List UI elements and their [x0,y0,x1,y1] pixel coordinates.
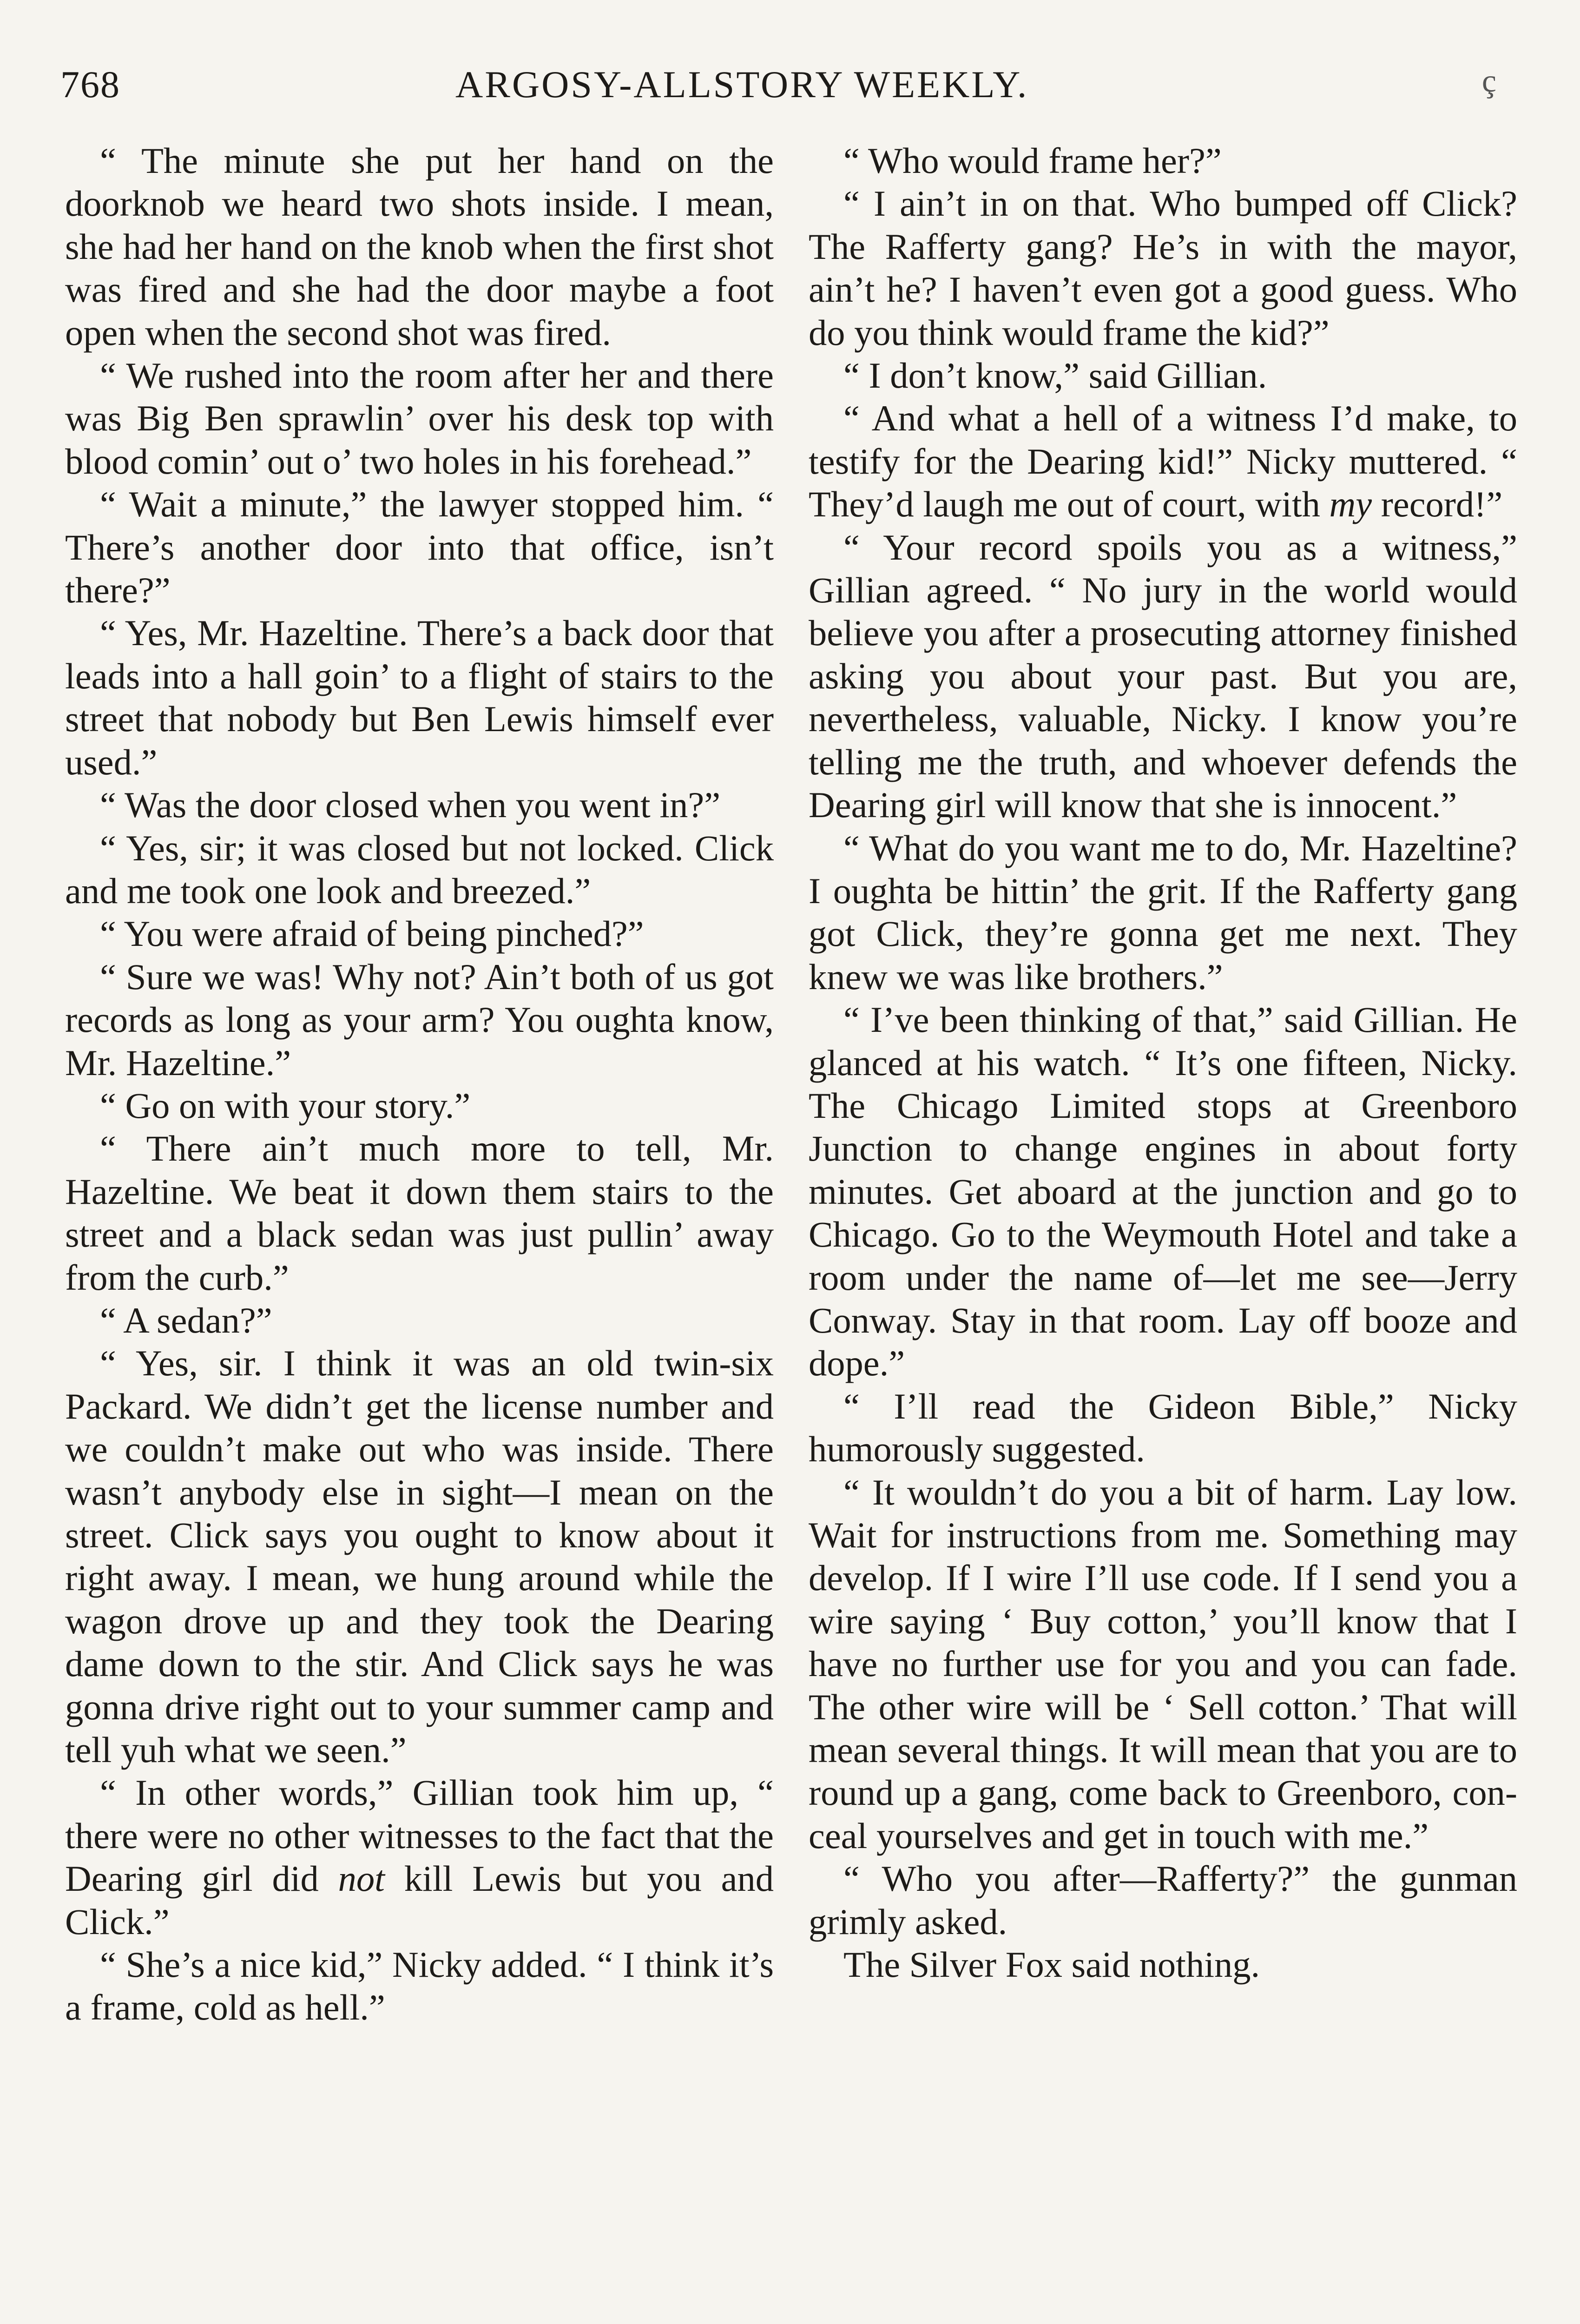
paragraph: “ Go on with your story.” [100,1085,471,1126]
paragraph: “ It wouldn’t do you a bit of harm. Lay low. Wait for instructions from me. Something may develop. If I wire I’ll use code. If I send you a wire saying ‘ Buy cotton,’ you’ll know that I have no further use for you and you can fade. The other wire will be ‘ Sell cotton.’ That will mean several things. It will mean that you are to round up a gang, come back to Greenboro, conceal yourselves and get in touch with me.” [809,1472,1517,1856]
paragraph: “ We rushed into the room after her and there was Big Ben sprawlin’ over his desk top with blood comin’ out o’ two holes in his forehead.” [65,355,774,482]
paragraph: “ Who would frame her?” [843,140,1222,181]
paragraph: “ In other words,” Gillian took him up, “ there were no other witnesses to the fact that the Dearing girl did not kill Lewis but you and Click.” [65,1772,774,1942]
paragraph: “ And what a hell of a witness I’d make, to testify for the Dearing kid!” Nicky muttered. “ They’d laugh me out of court, with my record!” [809,398,1517,525]
paragraph: “ There ain’t much more to tell, Mr. Hazeltine. We beat it down them stairs to the street and a black sedan was just pullin’ away from the curb.” [65,1128,774,1298]
paragraph: “ Wait a minute,” the lawyer stopped him. “ There’s another door into that office, isn’t there?” [65,484,774,611]
paragraph: “ A sedan?” [100,1300,272,1340]
emphasis: not [338,1858,385,1899]
paragraph: “ The minute she put her hand on the doorknob we heard two shots inside. I mean, she had her hand on the knob when the first shot was fired and she had the door maybe a foot open when the second shot was fired. [65,140,774,353]
paragraph: “ I’ve been thinking of that,” said Gillian. He glanced at his watch. “ It’s one fifteen, Nicky. The Chicago Limited stops at Greenboro Junction to change engines in about forty minutes. Get aboard at the junction and go to Chicago. Go to the Weymouth Hotel and take a room under the name of—let me see—Jerry Conway. Stay in that room. Lay off booze and dope.” [809,999,1517,1384]
paragraph: “ Sure we was! Why not? Ain’t both of us got records as long as your arm? You oughta know, Mr. Hazeltine.” [65,956,774,1083]
emphasis: my [1329,484,1372,525]
paragraph: “ Who you after—Rafferty?” the gunman grimly asked. [809,1858,1517,1942]
page-header [60,44,1510,114]
paragraph: “ Yes, sir; it was closed but not locked. Click and me took one look and breezed.” [65,827,774,911]
paragraph: “ Yes, Mr. Hazeltine. There’s a back door that leads into a hall goin’ to a flight of stairs to the street that nobody but Ben Lewis himself ever used.” [65,613,774,782]
paragraph: “ Was the door closed when you went in?” [100,785,721,825]
paragraph: The Silver Fox said nothing. [843,1944,1260,1985]
paragraph: “ Yes, sir. I think it was an old twin-six Packard. We didn’t get the license number and we couldn’t make out who was inside. There wasn’t anybody else in sight—I mean on the street. Click says you ought to know about it right away. I mean, we hung around while the wagon drove up and they took the Dearing dame down to the stir. And Click says he was gonna drive right out to your summer camp and tell yuh what we seen.” [65,1343,774,1770]
paragraph: “ She’s a nice kid,” Nicky added. “ I think it’s a frame, cold as hell.” [65,1944,774,2028]
paragraph: “ What do you want me to do, Mr. Hazeltine? I oughta be hittin’ the grit. If the Rafferty gang got Click, they’re gonna get me next. They knew we was like brothers.” [809,827,1517,997]
right-column [809,139,1517,1986]
page-number: 768 [60,63,120,106]
paragraph: “ Your record spoils you as a witness,” Gillian agreed. “ No jury in the world would believe you after a prosecuting attorney finished asking you about your past. But you are, nevertheless, valuable, Nicky. I know you’re telling me the truth, and whoever defends the Dearing girl will know that she is innocent.” [809,527,1517,825]
paragraph: “ I don’t know,” said Gillian. [843,355,1267,396]
corner-mark: ç [1481,63,1496,99]
left-column [65,139,774,2029]
running-head: ARGOSY-ALLSTORY WEEKLY. [455,63,1029,106]
paragraph: “ You were afraid of being pinched?” [100,913,644,954]
paragraph: “ I ain’t in on that. Who bumped off Click? The Rafferty gang? He’s in with the mayor, ain’t he? I haven’t even got a good guess. Who do you think would frame the kid?” [809,183,1517,353]
paragraph: “ I’ll read the Gideon Bible,” Nicky humorously suggested. [809,1386,1517,1470]
